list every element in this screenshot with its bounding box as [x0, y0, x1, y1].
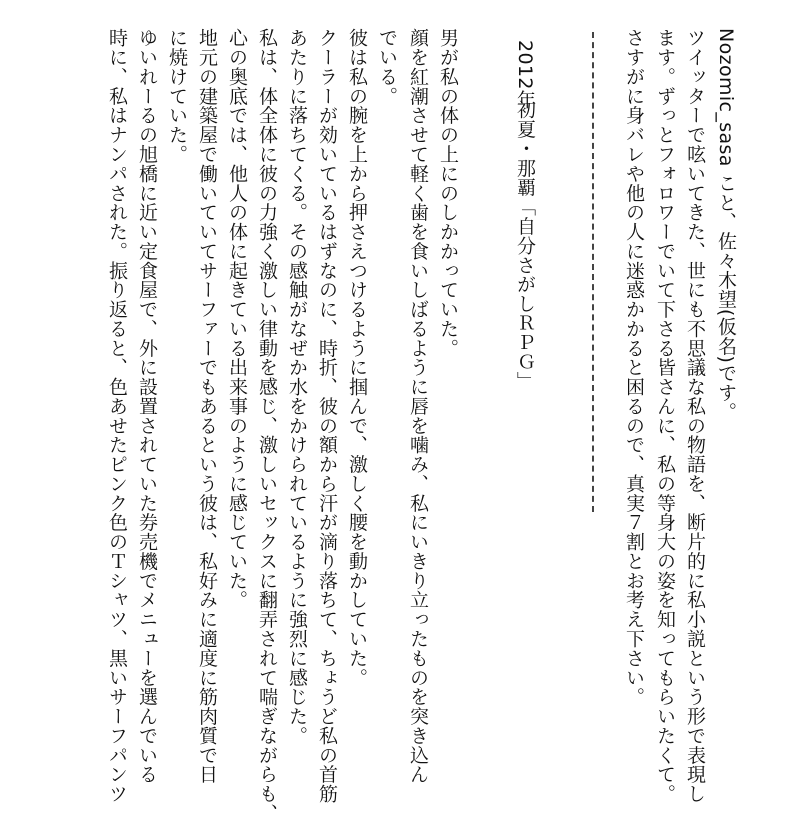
body-line-2: 顔を紅潮させて軽く歯を食いしばるように唇を噛み、私にいきり立ったものを突き込ん	[407, 28, 429, 784]
body-line-5: クーラーが効いているはずなのに、時折、彼の額から汗が滴り落ちて、ちょうど私の首筋	[316, 28, 338, 804]
intro-line-4: さすがに身バレや他の人に迷惑かかると困るので、真実７割とお考え下さい。	[623, 28, 645, 707]
intro-line-2: ツイッターで呟いてきた、世にも不思議な私の物語を、断片的に私小説という形で表現し	[684, 28, 706, 804]
body-line-3: でいる。	[376, 28, 398, 106]
chapter-title: 初夏・那覇「自分さがしＲＰＧ」	[514, 100, 536, 391]
intro-line-1: Nozomic_sasa こと、佐々木望(仮名)です。	[715, 28, 737, 422]
body-line-9: 地元の建築屋で働いていてサーファーでもあるという彼は、私好みに適度に筋肉質で日	[196, 28, 218, 784]
body-line-1: 男が私の体の上にのしかかっていた。	[437, 28, 459, 358]
body-line-7: 私は、体全体に彼の力強く激しい律動を感じ、激しいセックスに翻弄されて喘ぎながらも、	[256, 28, 278, 823]
body-line-11: ゆいれーるの旭橋に近い定食屋で、外に設置されていた券売機でメニューを選んでいる	[136, 28, 158, 784]
body-line-6: あたりに落ちてくる。その感触がなぜか水をかけられているように強烈に感じた。	[286, 28, 308, 746]
body-line-12: 時に、私はナンパされた。振り返ると、色あせたピンク色のＴシャツ、黒いサーフパンツ	[106, 28, 128, 804]
chapter-year: 2012年	[514, 40, 536, 110]
body-line-4: 彼は私の腕を上から押さえつけるように掴んで、激しく腰を動かしていた。	[346, 28, 368, 687]
intro-line-3: ます。ずっとフォロワーでいて下さる皆さんに、私の等身大の姿を知ってもらいたくて。	[654, 28, 676, 804]
separator-line	[592, 32, 594, 512]
body-line-8: 心の奥底では、他人の体に起きている出来事のように感じていた。	[226, 28, 248, 610]
body-line-10: に焼けていた。	[166, 28, 188, 164]
